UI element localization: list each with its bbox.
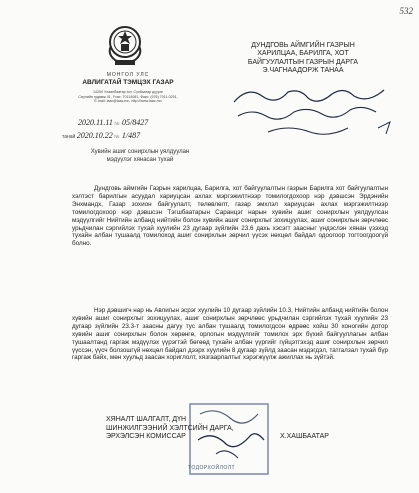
- letterhead-address: [72, 90, 184, 104]
- body-paragraph-1: Дундговь аймгийн Газрын харилцаа, Барилга, хот байгуулалтын газрын Барилга хот байгуулалтын хэлтэст барилгын асуудал хариуцсан ахлах мэргэжилтнээр томилогдохоор нэр дэвшсэн Эрдэнийн Энхмандх, Газар зохион байгуулалт, төлөвлөлт, газар эмхлэл хариуцсан ахлах мэргэжилтнээр томилогдохоор нэр дэвшсэн Тэгшбаатарын Саранцэг нарын хувийн ашиг сонирхлын уялдуулсан мэдүүлгийг Нийтийн албанд нийтийн болон хувийн ашиг сонирхлыг зохицуулах, ашиг сонирхлын зөрчлөөс урьдчилан сэргийлэх тухай хуулийн 23 дугаар зүйлийн 23.6 дахь хэсэгт заасныг үндэслэн хянан үзэхэд тухайн албан тушаалд томилоход ашиг сонирхлын зөрчил үүсэх нөхцөл байдал одоогоор тогтоогдоогүй болно.: [72, 185, 388, 248]
- stamp-text: ТОДОРХОЙЛОЛТ: [188, 465, 236, 471]
- subject-line: Хувийн ашиг сонирхлын уялдуулан: [90, 149, 190, 155]
- address-line: Сөүлийн гудамж 41, Утас: 70114081, Факс: (976) 7011-0251,: [78, 94, 178, 99]
- letterhead: [72, 72, 184, 104]
- addressee-line: ХАРИЛЦАА, БАРИЛГА, ХОТ: [257, 50, 349, 58]
- reference-number: 1/487: [121, 131, 141, 140]
- letterhead-country: МОНГОЛ УЛС: [106, 72, 150, 78]
- reference-date: 2020.10.22: [76, 131, 113, 140]
- subject-line: мэдүүлэг хянасан тухай: [106, 157, 174, 163]
- signer-title-line: ЭРХЭЛСЭН КОМИССАР: [106, 433, 186, 440]
- letterhead-agency: АВЛИГАТАЙ ТЭМЦЭХ ГАЗАР: [82, 79, 174, 86]
- address-line: E-mail: iaac@iaac.mn, http://www.iaac.mn: [94, 99, 162, 104]
- outgoing-number: 05/8427: [121, 118, 149, 127]
- signature-block: [106, 416, 234, 442]
- addressee-line: Э.ЧАГНААДОРЖ ТАНАА: [262, 67, 344, 75]
- subject: [80, 148, 200, 164]
- signer-title-line: ХЯНАЛТ ШАЛГАЛТ, ДҮН: [106, 416, 187, 423]
- outgoing-date: 2020.11.11: [78, 118, 113, 127]
- state-emblem-icon: [105, 22, 145, 68]
- addressee: [218, 42, 388, 76]
- page-number: 532: [399, 6, 413, 16]
- body-paragraph-2: Нэр дэвшигч нар нь Авлигын эсрэг хуулийн 10 дугаар зүйлийн 10.3, Нийтийн албанд нийтийн болон хувийн ашиг сонирхлыг зохицуулах, ашиг сонирхлын зөрчлөөс урьдчилан сэргийлэх тухай хуулийн 23 дугаар зүйлийн 23.3-т заасны дагуу тус албан тушаалд томилогдсон өдрөөс хойш 30 хоногийн дотор хувийн ашиг сонирхлын болон хөрөнгө, орлогын мэдүүлгийг томилох эрх бүхий байгууллагын албан тушаалтанд гаргаж мэдүүлэх үүрэгтэй бөгөөд тухайн албан үүргийг гүйцэтгэхэд ашиг сонирхлын зөрчил үүссэн, үүсч болзошгүй нөхцөл байдал дээрх хуулийн 8 дугаар зүйлд заасан мэдэгдэл, татгалзал тухай бүр гаргаж байх, мөн хуульд заасан хориглолт, хязгаарлалтыг хэрэгжүүлж ажиллах нь зүйтэй.: [72, 307, 388, 362]
- signer-title-line: ШИНЖИЛГЭЭНИЙ ХЭЛТСИЙН ДАРГА,: [106, 424, 234, 432]
- addressee-line: ДУНДГОВЬ АЙМГИЙН ГАЗРЫН: [251, 42, 355, 49]
- outgoing-date-line: 2020.11.11 № 05/8427: [78, 118, 149, 127]
- signer-name: Х.ХАШБААТАР: [280, 433, 329, 440]
- address-line: 14250 Улаанбаатар хот, Сүхбаатар дүүрэг: [92, 90, 163, 94]
- tanai-label: танай: [62, 134, 76, 140]
- reference-date-line: танай 2020.10.22 № 1/487: [62, 131, 141, 140]
- addressee-line: БАЙГУУЛАЛТЫН ГАЗРЫН ДАРГА: [247, 58, 359, 66]
- handwritten-resolution: [228, 82, 398, 142]
